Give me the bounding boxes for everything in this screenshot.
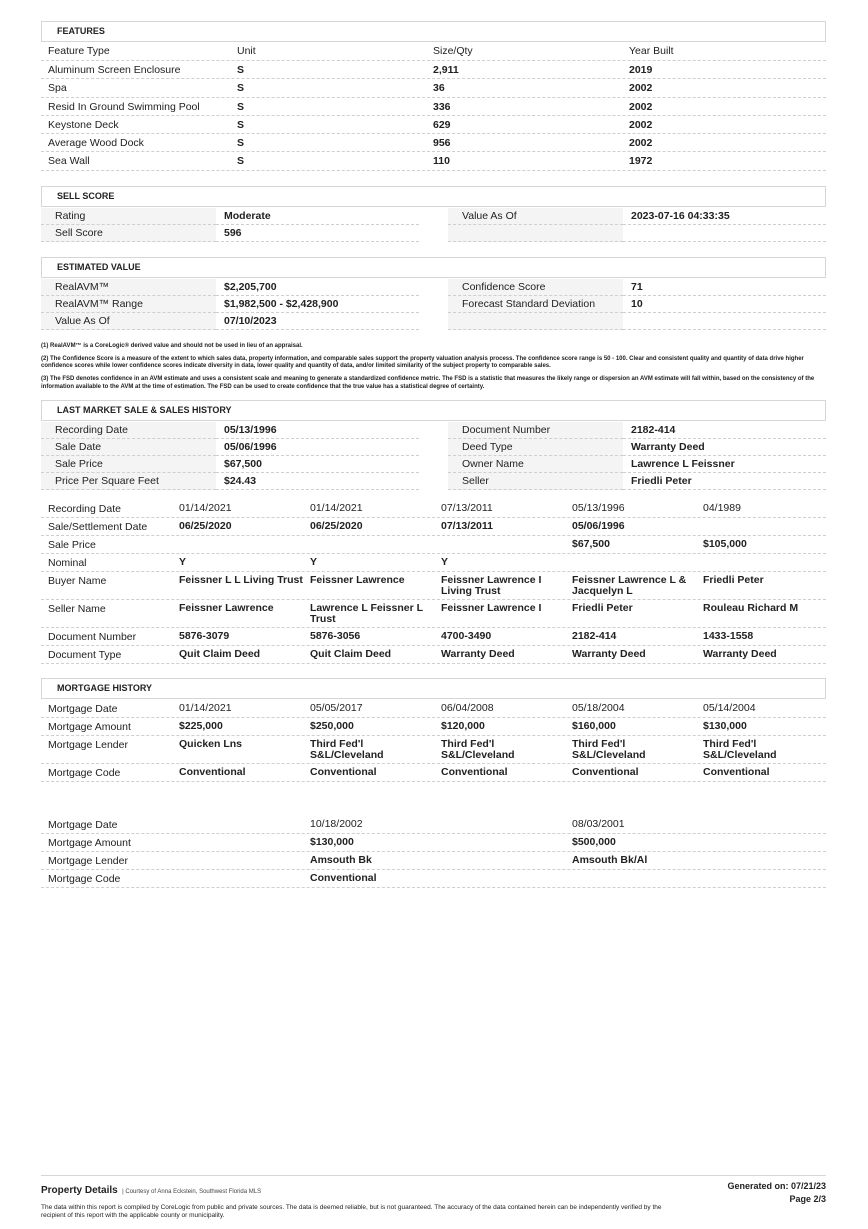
history-row: [41, 718, 826, 736]
history-row-label: Seller Name: [48, 602, 106, 615]
history-cell: Amsouth Bk/Al: [572, 854, 648, 866]
feature-value: 2002: [629, 100, 653, 113]
feature-value: 2019: [629, 64, 653, 76]
history-row-label: Mortgage Code: [48, 766, 121, 779]
history-cell: Third Fed'l S&L/Cleveland: [703, 738, 777, 761]
history-cell: Conventional: [310, 766, 377, 778]
generated-date: Generated on: 07/21/23: [727, 1181, 826, 1191]
history-cell: 06/25/2020: [179, 520, 232, 532]
history-cell: Conventional: [572, 766, 639, 778]
estimated-value-left: [41, 279, 419, 330]
kv-label: [448, 225, 623, 242]
history-cell: 05/05/2017: [310, 702, 363, 714]
footer-courtesy: | Courtesy of Anna Eckstein, Southwest Florida MLS: [122, 1189, 262, 1195]
feature-row: [41, 61, 826, 79]
history-cell: Feissner L L Living Trust: [179, 574, 303, 586]
history-cell: Conventional: [179, 766, 246, 778]
history-cell: $160,000: [572, 720, 616, 732]
history-cell: Feissner Lawrence: [179, 602, 274, 614]
kv-row: [41, 279, 419, 296]
history-row: [41, 834, 826, 852]
sell-score-heading: SELL SCORE: [41, 186, 826, 207]
history-cell: Feissner Lawrence I: [441, 602, 542, 614]
history-cell: 04/1989: [703, 502, 741, 514]
history-cell: 07/13/2011: [441, 502, 493, 514]
last-sale-panel: [41, 422, 826, 490]
kv-value: $24.43: [216, 473, 419, 490]
feature-value: 110: [433, 155, 450, 168]
history-cell: 08/03/2001: [572, 818, 625, 830]
history-row: [41, 500, 826, 518]
history-row-label: Mortgage Date: [48, 702, 118, 715]
history-cell: Third Fed'l S&L/Cleveland: [441, 738, 515, 761]
history-row-label: Document Type: [48, 648, 122, 661]
estimated-value-right: [448, 279, 826, 330]
kv-label: Document Number: [448, 422, 623, 439]
history-row: [41, 764, 826, 782]
history-cell: Quit Claim Deed: [179, 648, 261, 660]
kv-label: Sale Date: [41, 439, 216, 456]
history-cell: $105,000: [703, 538, 747, 550]
history-cell: 05/14/2004: [703, 702, 756, 714]
history-row-label: Mortgage Amount: [48, 720, 131, 733]
sell-score-right: [448, 208, 826, 242]
feature-type: Average Wood Dock: [48, 137, 144, 150]
feature-value: S: [237, 118, 245, 131]
kv-label: Sell Score: [41, 225, 216, 242]
feature-value: S: [237, 82, 245, 95]
history-cell: $130,000: [310, 836, 354, 848]
kv-row: [41, 439, 419, 456]
feature-value: 2002: [629, 82, 653, 95]
history-cell: 06/25/2020: [310, 520, 363, 532]
estimated-value-heading: ESTIMATED VALUE: [41, 257, 826, 278]
history-cell: Feissner Lawrence I Living Trust: [441, 574, 542, 597]
kv-label: Seller: [448, 473, 623, 490]
footer-meta: [727, 1180, 826, 1206]
history-row-label: Mortgage Amount: [48, 836, 131, 849]
history-row: [41, 572, 826, 600]
features-column-header: Year Built: [629, 45, 674, 57]
feature-type: Sea Wall: [48, 155, 90, 168]
history-row: [41, 816, 826, 834]
history-row: [41, 700, 826, 718]
history-row-label: Buyer Name: [48, 574, 107, 587]
feature-value: S: [237, 137, 245, 150]
history-cell: 01/14/2021: [179, 502, 232, 514]
features-header-row: [41, 42, 826, 61]
kv-label: Value As Of: [448, 208, 623, 225]
history-cell: Y: [441, 556, 449, 568]
feature-type: Aluminum Screen Enclosure: [48, 64, 181, 76]
feature-row: [41, 79, 826, 97]
kv-label: RealAVM™: [41, 279, 216, 296]
kv-value: 2182-414: [623, 422, 826, 439]
history-row-label: Mortgage Code: [48, 872, 121, 885]
history-cell: Feissner Lawrence: [310, 574, 405, 586]
kv-row: [448, 456, 826, 473]
sell-score-panel: [41, 208, 826, 242]
report-page: [41, 0, 826, 888]
feature-value: 2002: [629, 118, 653, 131]
history-row: [41, 736, 826, 764]
footer-disclaimer: The data within this report is compiled by CoreLogic from public and private sources. The data is deemed reliable, but is not guaranteed. The accuracy of the data contained herein can be independently verified by the recipient of this report with the applicable county or municipality.: [41, 1204, 662, 1219]
page-number: Page 2/3: [789, 1194, 826, 1204]
kv-label: Confidence Score: [448, 279, 623, 296]
footer-title: Property Details: [41, 1185, 118, 1196]
history-cell: $120,000: [441, 720, 485, 732]
history-cell: Conventional: [703, 766, 770, 778]
kv-value: Warranty Deed: [623, 439, 826, 456]
history-row: [41, 536, 826, 554]
feature-value: 336: [433, 100, 451, 113]
kv-row: [41, 422, 419, 439]
feature-value: 2002: [629, 137, 653, 150]
kv-row: [41, 456, 419, 473]
kv-value: 05/13/1996: [216, 422, 419, 439]
feature-type: Spa: [48, 82, 67, 95]
feature-value: 956: [433, 137, 451, 150]
kv-row: [41, 473, 419, 490]
history-cell: $67,500: [572, 538, 610, 550]
history-cell: Quit Claim Deed: [310, 648, 392, 660]
history-row-label: Mortgage Lender: [48, 854, 128, 867]
feature-row: [41, 152, 826, 170]
feature-value: 1972: [629, 155, 653, 168]
history-row-label: Mortgage Date: [48, 818, 118, 831]
footnote-1: (1) RealAVM™ is a CoreLogic® derived value and should not be used in lieu of an appraisal.: [41, 342, 303, 349]
kv-row: [448, 208, 826, 225]
history-row-label: Nominal: [48, 556, 87, 569]
kv-row: [448, 279, 826, 296]
history-cell: Third Fed'l S&L/Cleveland: [572, 738, 646, 761]
kv-label: Value As Of: [41, 313, 216, 330]
kv-label: Price Per Square Feet: [41, 473, 216, 490]
history-row: [41, 852, 826, 870]
history-cell: Lawrence L Feissner L Trust: [310, 602, 423, 625]
feature-row: [41, 134, 826, 152]
history-row-label: Mortgage Lender: [48, 738, 128, 751]
history-cell: Friedli Peter: [572, 602, 633, 614]
kv-value: [623, 225, 826, 242]
history-cell: 01/14/2021: [310, 502, 363, 514]
history-cell: 4700-3490: [441, 630, 492, 642]
kv-label: Recording Date: [41, 422, 216, 439]
sales-history-table: [41, 500, 826, 664]
feature-row: [41, 98, 826, 116]
history-cell: Warranty Deed: [441, 648, 515, 660]
last-sale-heading: LAST MARKET SALE & SALES HISTORY: [41, 400, 826, 421]
history-cell: Warranty Deed: [572, 648, 646, 660]
kv-row: [448, 225, 826, 242]
features-column-header: Size/Qty: [433, 45, 473, 57]
history-cell: $130,000: [703, 720, 747, 732]
kv-row: [41, 313, 419, 330]
history-cell: Warranty Deed: [703, 648, 777, 660]
footnote-3: (3) The FSD denotes confidence in an AVM estimate and uses a consistent scale and meaning to generate a standardized confidence metric. The FSD is a statistic that measures the likely range or dispersion an AVM estimate will fall within, based on the consistency of the information available to the AVM at the time of estimation. The FSD can be used to create confidence that the true value has a statistical degree of certainty.: [41, 376, 815, 390]
feature-value: S: [237, 100, 245, 113]
history-cell: 07/13/2011: [441, 520, 493, 532]
feature-value: 629: [433, 118, 451, 131]
kv-value: 596: [216, 225, 419, 242]
history-cell: 06/04/2008: [441, 702, 494, 714]
kv-value: $1,982,500 - $2,428,900: [216, 296, 419, 313]
features-heading: FEATURES: [41, 21, 826, 42]
history-cell: Conventional: [310, 872, 377, 884]
kv-label: Owner Name: [448, 456, 623, 473]
last-sale-left: [41, 422, 419, 490]
history-cell: $500,000: [572, 836, 616, 848]
history-cell: 10/18/2002: [310, 818, 363, 830]
history-cell: Feissner Lawrence L & Jacquelyn L: [572, 574, 687, 597]
history-cell: $225,000: [179, 720, 223, 732]
feature-type: Resid In Ground Swimming Pool: [48, 100, 200, 113]
history-cell: 01/14/2021: [179, 702, 232, 714]
history-row: [41, 870, 826, 888]
page-footer: [41, 1175, 826, 1220]
kv-row: [448, 473, 826, 490]
history-cell: Friedli Peter: [703, 574, 764, 586]
kv-value: Moderate: [216, 208, 419, 225]
kv-value: 07/10/2023: [216, 313, 419, 330]
kv-label: RealAVM™ Range: [41, 296, 216, 313]
history-cell: Third Fed'l S&L/Cleveland: [310, 738, 384, 761]
kv-value: 05/06/1996: [216, 439, 419, 456]
history-row-label: Recording Date: [48, 502, 121, 515]
features-table: [41, 42, 826, 171]
features-column-header: Feature Type: [48, 45, 110, 57]
kv-row: [448, 313, 826, 330]
footnote-2: (2) The Confidence Score is a measure of the extent to which sales data, property information, and comparable sales support the property valuation analysis process. The confidence score range is 50 - 100. Clear and consistent quality and quantity of data drive higher confidence scores while lower confidence scores indicate diversity in data, lower quality and quantity of data, and/or limited similarity of the subject property to comparable sales.: [41, 355, 804, 370]
kv-value: 10: [623, 296, 826, 313]
kv-label: Rating: [41, 208, 216, 225]
mortgage-heading: MORTGAGE HISTORY: [41, 678, 826, 699]
history-cell: 5876-3079: [179, 630, 230, 642]
history-cell: Conventional: [441, 766, 508, 778]
history-row: [41, 518, 826, 536]
kv-row: [448, 296, 826, 313]
mortgage-history-table: [41, 700, 826, 782]
kv-value: Lawrence L Feissner: [623, 456, 826, 473]
kv-value: Friedli Peter: [623, 473, 826, 490]
kv-label: Deed Type: [448, 439, 623, 456]
history-cell: Y: [179, 556, 187, 568]
history-row: [41, 628, 826, 646]
history-cell: Amsouth Bk: [310, 854, 372, 866]
kv-label: Sale Price: [41, 456, 216, 473]
history-row: [41, 646, 826, 664]
feature-value: S: [237, 155, 245, 168]
last-sale-right: [448, 422, 826, 490]
footnotes: [41, 343, 826, 391]
history-cell: 05/06/1996: [572, 520, 625, 532]
history-cell: 2182-414: [572, 630, 617, 642]
kv-value: [623, 313, 826, 330]
kv-row: [41, 208, 419, 225]
feature-value: 2,911: [433, 64, 459, 76]
sell-score-left: [41, 208, 419, 242]
feature-value: S: [237, 64, 245, 76]
history-row-label: Document Number: [48, 630, 137, 643]
history-cell: 1433-1558: [703, 630, 754, 642]
feature-type: Keystone Deck: [48, 118, 119, 131]
kv-row: [448, 439, 826, 456]
kv-row: [448, 422, 826, 439]
history-cell: $250,000: [310, 720, 354, 732]
kv-value: $2,205,700: [216, 279, 419, 296]
mortgage-history-table-2: [41, 816, 826, 888]
kv-value: 71: [623, 279, 826, 296]
history-cell: 05/13/1996: [572, 502, 625, 514]
kv-row: [41, 225, 419, 242]
history-cell: 5876-3056: [310, 630, 361, 642]
feature-value: 36: [433, 82, 445, 95]
history-row: [41, 554, 826, 572]
history-row-label: Sale/Settlement Date: [48, 520, 148, 533]
history-row-label: Sale Price: [48, 538, 96, 551]
history-cell: 05/18/2004: [572, 702, 625, 714]
kv-value: 2023-07-16 04:33:35: [623, 208, 826, 225]
history-cell: Quicken Lns: [179, 738, 243, 750]
feature-row: [41, 116, 826, 134]
kv-row: [41, 296, 419, 313]
features-column-header: Unit: [237, 45, 256, 57]
estimated-value-panel: [41, 279, 826, 330]
kv-value: $67,500: [216, 456, 419, 473]
history-cell: Rouleau Richard M: [703, 602, 799, 614]
history-cell: Y: [310, 556, 318, 568]
kv-label: Forecast Standard Deviation: [448, 296, 623, 313]
history-row: [41, 600, 826, 628]
kv-label: [448, 313, 623, 330]
